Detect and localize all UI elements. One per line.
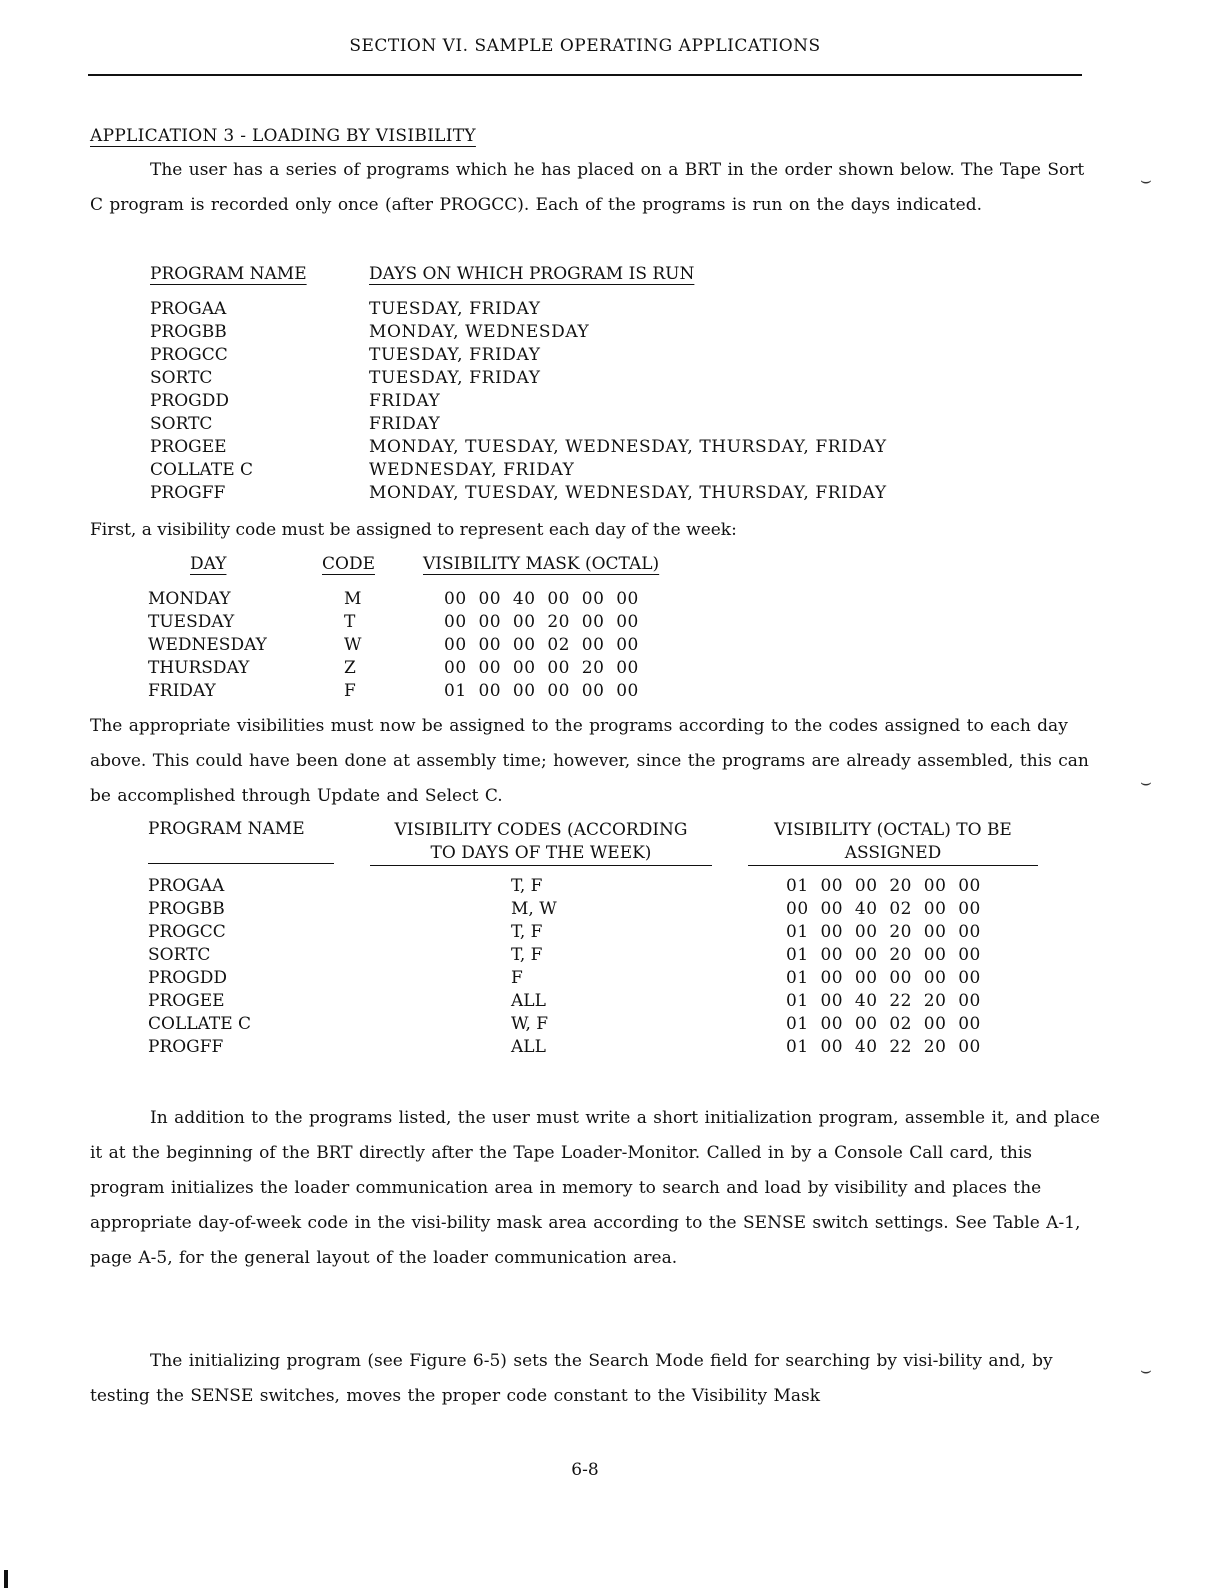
table-row bbox=[148, 1013, 1048, 1036]
intro-paragraph: The user has a series of programs which he has placed on a BRT in the order shown below. The Tape Sort C program is recorded only once (after PROGCC). Each of the programs is run on the days indicated. bbox=[90, 160, 1085, 215]
table-row bbox=[148, 944, 1048, 967]
visibility-octal-cell: 00 00 40 02 00 00 bbox=[786, 899, 981, 919]
program-name-cell: SORTC bbox=[148, 945, 211, 965]
visibility-octal-cell: 01 00 00 20 00 00 bbox=[786, 945, 981, 965]
table-row bbox=[150, 367, 1050, 390]
code-cell: M bbox=[344, 589, 362, 609]
program-name-cell: PROGBB bbox=[148, 899, 225, 919]
mask-cell: 00 00 00 02 00 00 bbox=[444, 635, 639, 655]
table2-header-day: DAY bbox=[190, 554, 227, 574]
paragraph-initialization: In addition to the programs listed, the user must write a short initialization program, assemble it, and place it at the beginning of the BRT directly after the Tape Loader-Monitor. Called in by a Console Call card, this program initializes the loader communication area in memory to search and load by visibility and places the appropriate day-of-week code in the visi-bility mask area according to the SENSE switch settings. See Table A-1, page A-5, for the general layout of the loader communication area. bbox=[90, 1108, 1100, 1268]
paragraph-initializing-program: The initializing program (see Figure 6-5) sets the Search Mode field for searching by visi-bility and, by testing the SENSE switches, moves the proper code constant to the Visibility Mask bbox=[90, 1351, 1053, 1406]
days-cell: TUESDAY, FRIDAY bbox=[369, 368, 541, 388]
program-name-cell: COLLATE C bbox=[148, 1014, 252, 1034]
visibility-codes-cell: T, F bbox=[511, 876, 543, 896]
program-name-cell: PROGAA bbox=[148, 876, 225, 896]
day-cell: FRIDAY bbox=[148, 681, 216, 701]
table1-header-days: DAYS ON WHICH PROGRAM IS RUN bbox=[369, 264, 695, 284]
table-row bbox=[150, 436, 1050, 459]
table3-header-program: PROGRAM NAME bbox=[148, 819, 305, 839]
program-name-cell: PROGEE bbox=[148, 991, 225, 1011]
table3-header-codes bbox=[370, 819, 712, 866]
mask-cell: 01 00 00 00 00 00 bbox=[444, 681, 639, 701]
days-cell: TUESDAY, FRIDAY bbox=[369, 345, 541, 365]
table2-body bbox=[148, 588, 748, 703]
table3-header-program-cell bbox=[148, 819, 334, 865]
table3-header-codes-line1: VISIBILITY CODES (ACCORDING bbox=[394, 820, 688, 840]
table-row bbox=[150, 482, 1050, 505]
program-name-cell: COLLATE C bbox=[150, 460, 254, 480]
days-cell: FRIDAY bbox=[369, 414, 441, 434]
code-cell: W bbox=[344, 635, 362, 655]
program-name-cell: PROGBB bbox=[150, 322, 227, 342]
days-cell: WEDNESDAY, FRIDAY bbox=[369, 460, 575, 480]
visibility-codes-cell: T, F bbox=[511, 945, 543, 965]
table3-header-codes-line2: TO DAYS OF THE WEEK) bbox=[370, 842, 712, 866]
visibility-codes-cell: ALL bbox=[511, 991, 546, 1011]
application-title: APPLICATION 3 - LOADING BY VISIBILITY bbox=[90, 126, 476, 146]
table-row bbox=[150, 390, 1050, 413]
table-row bbox=[148, 657, 748, 680]
table-row bbox=[148, 875, 1048, 898]
visibility-codes-cell: F bbox=[511, 968, 523, 988]
paragraph-visibility-code: First, a visibility code must be assigned to represent each day of the week: bbox=[90, 520, 737, 540]
table-row bbox=[148, 634, 748, 657]
table-row bbox=[148, 680, 748, 703]
table-row bbox=[150, 413, 1050, 436]
program-name-cell: PROGEE bbox=[150, 437, 227, 457]
table1-header-program: PROGRAM NAME bbox=[150, 264, 307, 284]
visibility-octal-cell: 01 00 40 22 20 00 bbox=[786, 1037, 981, 1057]
table3-header-visibility bbox=[748, 819, 1038, 866]
table2-header-mask: VISIBILITY MASK (OCTAL) bbox=[423, 554, 660, 574]
program-name-cell: PROGDD bbox=[150, 391, 230, 411]
days-cell: FRIDAY bbox=[369, 391, 441, 411]
program-name-cell: PROGFF bbox=[148, 1037, 224, 1057]
table3-header-visibility-line1: VISIBILITY (OCTAL) TO BE bbox=[774, 820, 1012, 840]
code-cell: T bbox=[344, 612, 356, 632]
table2-header-code: CODE bbox=[322, 554, 375, 574]
table3-header-visibility-line2: ASSIGNED bbox=[748, 842, 1038, 866]
code-cell: F bbox=[344, 681, 356, 701]
visibility-octal-cell: 01 00 40 22 20 00 bbox=[786, 991, 981, 1011]
visibility-codes-cell: W, F bbox=[511, 1014, 549, 1034]
table-row bbox=[148, 588, 748, 611]
program-name-cell: SORTC bbox=[150, 414, 213, 434]
days-cell: MONDAY, TUESDAY, WEDNESDAY, THURSDAY, FRIDAY bbox=[369, 483, 887, 503]
program-name-cell: PROGCC bbox=[148, 922, 226, 942]
mask-cell: 00 00 00 00 20 00 bbox=[444, 658, 639, 678]
visibility-octal-cell: 01 00 00 20 00 00 bbox=[786, 922, 981, 942]
paragraph-assign-visibilities: The appropriate visibilities must now be assigned to the programs according to the codes assigned to each day above. This could have been done at assembly time; however, since the programs are already assembled, this can be accomplished through Update and Select C. bbox=[90, 716, 1089, 806]
page-number: 6-8 bbox=[571, 1460, 599, 1480]
margin-mark: ⌣ bbox=[1140, 170, 1152, 191]
day-cell: WEDNESDAY bbox=[148, 635, 267, 655]
table3-body bbox=[148, 875, 1048, 1059]
table1 bbox=[150, 264, 1050, 504]
table-row bbox=[148, 1036, 1048, 1059]
table-row bbox=[150, 344, 1050, 367]
visibility-octal-cell: 01 00 00 00 00 00 bbox=[786, 968, 981, 988]
code-cell: Z bbox=[344, 658, 356, 678]
days-cell: MONDAY, WEDNESDAY bbox=[369, 322, 590, 342]
program-name-cell: PROGCC bbox=[150, 345, 228, 365]
margin-mark: ⌣ bbox=[1140, 772, 1152, 793]
visibility-octal-cell: 01 00 00 20 00 00 bbox=[786, 876, 981, 896]
table-row bbox=[150, 321, 1050, 344]
program-name-cell: SORTC bbox=[150, 368, 213, 388]
day-cell: TUESDAY bbox=[148, 612, 235, 632]
mask-cell: 00 00 00 20 00 00 bbox=[444, 612, 639, 632]
visibility-octal-cell: 01 00 00 02 00 00 bbox=[786, 1014, 981, 1034]
table-row bbox=[148, 990, 1048, 1013]
section-header: SECTION VI. SAMPLE OPERATING APPLICATIONS bbox=[349, 36, 821, 56]
program-name-cell: PROGFF bbox=[150, 483, 226, 503]
table-row bbox=[148, 921, 1048, 944]
visibility-codes-cell: ALL bbox=[511, 1037, 546, 1057]
day-cell: MONDAY bbox=[148, 589, 231, 609]
days-cell: MONDAY, TUESDAY, WEDNESDAY, THURSDAY, FRIDAY bbox=[369, 437, 887, 457]
day-cell: THURSDAY bbox=[148, 658, 250, 678]
visibility-codes-cell: M, W bbox=[511, 899, 557, 919]
header-rule bbox=[88, 74, 1082, 76]
table1-body bbox=[150, 298, 1050, 505]
table-row bbox=[148, 611, 748, 634]
table-row bbox=[148, 967, 1048, 990]
table-row bbox=[150, 298, 1050, 321]
mask-cell: 00 00 40 00 00 00 bbox=[444, 589, 639, 609]
table2 bbox=[148, 554, 748, 704]
scan-edge-mark bbox=[4, 1570, 8, 1588]
program-name-cell: PROGDD bbox=[148, 968, 228, 988]
days-cell: TUESDAY, FRIDAY bbox=[369, 299, 541, 319]
visibility-codes-cell: T, F bbox=[511, 922, 543, 942]
margin-mark: ⌣ bbox=[1140, 1360, 1152, 1381]
table-row bbox=[148, 898, 1048, 921]
table3 bbox=[148, 819, 1048, 1069]
table-row bbox=[150, 459, 1050, 482]
program-name-cell: PROGAA bbox=[150, 299, 227, 319]
